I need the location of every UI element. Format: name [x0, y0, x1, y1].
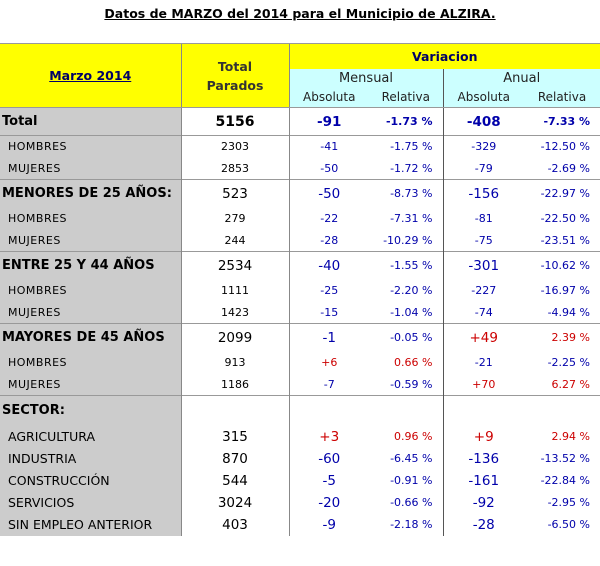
table-row [0, 302, 600, 324]
anual-relativa-cell: -12.50 % [524, 136, 600, 158]
mensual-relativa-cell: -8.73 % [369, 180, 443, 208]
anual-relativa-cell: 6.27 % [551, 377, 590, 391]
table-row [0, 470, 600, 492]
header-mensual-absoluta: Absoluta [289, 88, 369, 108]
row-label: MUJERES [0, 374, 181, 396]
anual-relativa-cell: -22.50 % [540, 212, 590, 225]
anual-absoluta-cell: -227 [443, 280, 524, 302]
anual-absoluta-cell: -81 [443, 208, 524, 230]
total-parados-cell: 315 [181, 426, 289, 448]
table-row [0, 374, 600, 396]
mensual-relativa-cell: 0.96 % [394, 430, 433, 443]
table-row [0, 158, 600, 180]
mensual-relativa-cell: -1.73 % [385, 115, 433, 128]
mensual-absoluta-cell: -60 [289, 448, 369, 470]
mensual-absoluta-cell: -50 [289, 180, 369, 208]
anual-absoluta-cell: -301 [443, 252, 524, 280]
mensual-relativa-cell: -2.18 % [390, 518, 433, 531]
anual-absoluta-cell [443, 396, 524, 426]
mensual-relativa-cell: -2.20 % [390, 284, 433, 297]
anual-absoluta-cell: -161 [443, 470, 524, 492]
total-parados-cell: 1186 [181, 374, 289, 396]
mensual-relativa-cell: -1.55 % [369, 252, 443, 280]
mensual-absoluta-cell: -91 [289, 108, 369, 136]
table-body [0, 108, 600, 536]
anual-relativa-cell: -2.95 % [547, 496, 590, 509]
table-row [0, 230, 600, 252]
total-parados-cell: 2853 [181, 158, 289, 180]
anual-absoluta-cell: -329 [443, 136, 524, 158]
header-total [181, 44, 289, 108]
anual-absoluta-cell: -79 [443, 158, 524, 180]
total-parados-cell: 523 [181, 180, 289, 208]
row-label: HOMBRES [0, 352, 181, 374]
mensual-relativa-cell: -0.66 % [390, 496, 433, 509]
mensual-absoluta-cell: -40 [289, 252, 369, 280]
mensual-relativa-cell: -0.59 % [390, 377, 433, 391]
row-label: SECTOR: [0, 396, 181, 426]
total-parados-cell: 913 [181, 352, 289, 374]
mensual-absoluta-cell: -15 [289, 302, 369, 324]
total-parados-cell: 5156 [181, 108, 289, 136]
table-row [0, 492, 600, 514]
anual-relativa-cell: 2.94 % [551, 430, 590, 443]
header-anual: Anual [443, 69, 600, 88]
mensual-absoluta-cell: -28 [289, 230, 369, 252]
row-label: HOMBRES [0, 136, 181, 158]
row-label: HOMBRES [0, 280, 181, 302]
anual-relativa-cell: -10.62 % [524, 252, 600, 280]
anual-absoluta-cell: -156 [443, 180, 524, 208]
row-label: MENORES DE 25 AÑOS: [0, 180, 181, 208]
total-parados-cell: 2303 [181, 136, 289, 158]
anual-absoluta-cell: -408 [443, 108, 524, 136]
mensual-absoluta-cell: -9 [289, 514, 369, 536]
total-parados-cell: 2099 [181, 324, 289, 352]
mensual-relativa-cell [369, 396, 443, 426]
mensual-relativa-cell: -10.29 % [383, 233, 433, 247]
row-label: CONSTRUCCIÓN [0, 470, 181, 492]
anual-absoluta-cell: -92 [443, 492, 524, 514]
header-mensual: Mensual [289, 69, 443, 88]
header-anual-relativa: Relativa [524, 88, 600, 108]
row-label: INDUSTRIA [0, 448, 181, 470]
anual-relativa-cell: -6.50 % [547, 518, 590, 531]
mensual-absoluta-cell: -41 [289, 136, 369, 158]
table-row [0, 108, 600, 136]
row-label: MUJERES [0, 158, 181, 180]
total-parados-cell: 1423 [181, 302, 289, 324]
mensual-relativa-cell: -1.04 % [390, 305, 433, 319]
table-row [0, 426, 600, 448]
mensual-relativa-cell: -1.75 % [369, 136, 443, 158]
total-parados-cell: 2534 [181, 252, 289, 280]
total-parados-cell: 544 [181, 470, 289, 492]
mensual-absoluta-cell: -20 [289, 492, 369, 514]
anual-absoluta-cell: -75 [443, 230, 524, 252]
mensual-absoluta-cell: -7 [289, 374, 369, 396]
anual-absoluta-cell: +70 [443, 374, 524, 396]
header-total-line2: Parados [206, 77, 264, 93]
header-mensual-relativa: Relativa [369, 88, 443, 108]
mensual-absoluta-cell: -22 [289, 208, 369, 230]
anual-absoluta-cell: +49 [443, 324, 524, 352]
anual-relativa-cell: -16.97 % [540, 284, 590, 297]
anual-relativa-cell [524, 396, 600, 426]
unemployment-table [0, 43, 600, 536]
total-parados-cell: 1111 [181, 280, 289, 302]
table-row [0, 280, 600, 302]
row-label: SIN EMPLEO ANTERIOR [0, 514, 181, 536]
row-label: AGRICULTURA [0, 426, 181, 448]
anual-relativa-cell: 2.39 % [524, 324, 600, 352]
anual-absoluta-cell: -136 [443, 448, 524, 470]
table-row [0, 352, 600, 374]
total-parados-cell: 244 [181, 230, 289, 252]
row-label: HOMBRES [0, 208, 181, 230]
table-row [0, 324, 600, 352]
table-row [0, 252, 600, 280]
anual-relativa-cell: -2.25 % [547, 356, 590, 369]
anual-absoluta-cell: -74 [443, 302, 524, 324]
total-parados-cell: 279 [181, 208, 289, 230]
table-row [0, 514, 600, 536]
mensual-relativa-cell: 0.66 % [394, 356, 433, 369]
header-period [0, 44, 181, 108]
total-parados-cell [181, 396, 289, 426]
mensual-relativa-cell: -7.31 % [390, 212, 433, 225]
page-title: Datos de MARZO del 2014 para el Municipio de ALZIRA. [104, 6, 496, 21]
row-label: MUJERES [0, 230, 181, 252]
anual-absoluta-cell: -28 [443, 514, 524, 536]
total-parados-cell: 403 [181, 514, 289, 536]
mensual-absoluta-cell: -1 [289, 324, 369, 352]
row-label: ENTRE 25 Y 44 AÑOS [0, 252, 181, 280]
row-label: MAYORES DE 45 AÑOS [0, 324, 181, 352]
header-variacion: Variacion [289, 44, 600, 69]
mensual-absoluta-cell: +3 [289, 426, 369, 448]
anual-relativa-cell: -13.52 % [540, 452, 590, 465]
row-label: SERVICIOS [0, 492, 181, 514]
table-row [0, 396, 600, 426]
mensual-relativa-cell: -6.45 % [390, 452, 433, 465]
total-parados-cell: 870 [181, 448, 289, 470]
mensual-relativa-cell: -1.72 % [390, 161, 433, 175]
anual-absoluta-cell: +9 [443, 426, 524, 448]
mensual-relativa-cell: -0.91 % [390, 474, 433, 487]
mensual-absoluta-cell: +6 [289, 352, 369, 374]
row-label: Total [0, 108, 181, 136]
anual-relativa-cell: -22.84 % [540, 474, 590, 487]
header-period-label: Marzo 2014 [49, 68, 132, 83]
mensual-relativa-cell: -0.05 % [369, 324, 443, 352]
mensual-absoluta-cell: -25 [289, 280, 369, 302]
anual-relativa-cell: -23.51 % [540, 233, 590, 247]
table-row [0, 180, 600, 208]
anual-relativa-cell: -7.33 % [543, 115, 590, 128]
mensual-absoluta-cell: -5 [289, 470, 369, 492]
row-label: MUJERES [0, 302, 181, 324]
mensual-absoluta-cell: -50 [289, 158, 369, 180]
table-row [0, 136, 600, 158]
header-total-line1: Total [217, 58, 253, 74]
anual-relativa-cell: -2.69 % [547, 161, 590, 175]
header-anual-absoluta: Absoluta [443, 88, 524, 108]
anual-relativa-cell: -22.97 % [524, 180, 600, 208]
table-row [0, 448, 600, 470]
anual-relativa-cell: -4.94 % [547, 305, 590, 319]
mensual-absoluta-cell [289, 396, 369, 426]
anual-absoluta-cell: -21 [443, 352, 524, 374]
table-row [0, 208, 600, 230]
total-parados-cell: 3024 [181, 492, 289, 514]
